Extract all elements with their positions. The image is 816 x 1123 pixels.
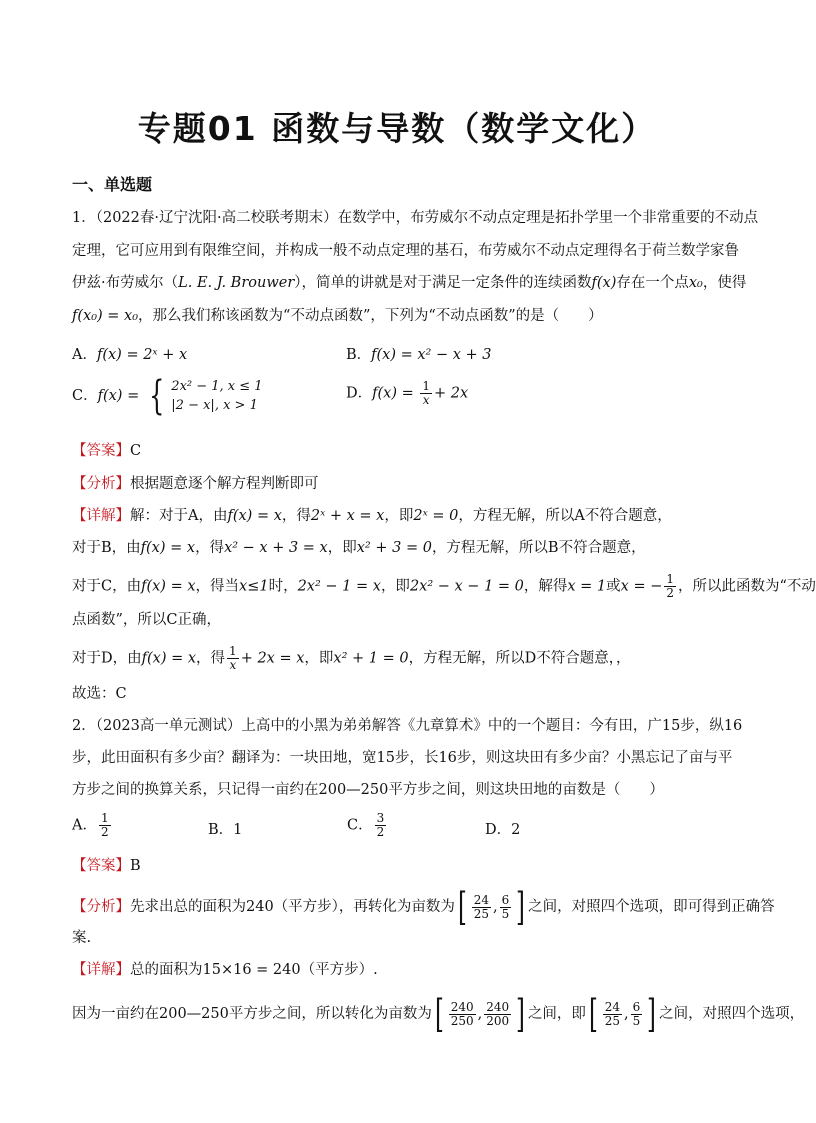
text: 对于B，由 bbox=[72, 540, 141, 556]
text: 总的面积为 bbox=[130, 962, 203, 978]
option-label: A． bbox=[72, 347, 97, 363]
text: ，使得 bbox=[702, 275, 747, 291]
option-value: 2 bbox=[511, 822, 521, 838]
q1-detail-line-4: 点函数”，所以C正确， bbox=[72, 612, 222, 628]
denominator: 200 bbox=[486, 1013, 510, 1028]
math: 2ˣ = 0 bbox=[413, 508, 459, 524]
answer-value: B bbox=[130, 858, 141, 874]
text: ，即 bbox=[384, 508, 414, 524]
numerator: 1 bbox=[229, 644, 237, 658]
option-math: f(x) = x² − x + 3 bbox=[371, 347, 492, 363]
denominator: 5 bbox=[632, 1013, 641, 1028]
option-label: B． bbox=[208, 822, 234, 838]
text: 对于C，由 bbox=[72, 578, 142, 595]
answer-tag: 【答案】 bbox=[72, 443, 130, 459]
q1-detail-line-3 bbox=[72, 573, 816, 600]
numerator: 1 bbox=[100, 811, 109, 825]
denominator: 2 bbox=[666, 586, 675, 600]
page-title: 专题01 函数与导数（数学文化） bbox=[137, 109, 657, 148]
interval: [ $\frac{24}{25}$ , $\frac{6}{5}$ ] bbox=[457, 885, 526, 929]
q1-analysis bbox=[72, 473, 319, 495]
math: f(x) = x bbox=[141, 578, 196, 595]
text: 之间，即 bbox=[527, 1006, 586, 1022]
text: 解：对于A，由 bbox=[130, 508, 228, 524]
numerator: 24 bbox=[604, 999, 621, 1014]
math: x² + 1 = 0 bbox=[333, 650, 409, 667]
denominator: 25 bbox=[473, 906, 490, 921]
brace-symbol: { bbox=[148, 373, 165, 419]
author-name: L. E. J. Brouwer bbox=[178, 275, 295, 291]
fraction bbox=[603, 1001, 622, 1028]
text: ，所以此函数为“不动 bbox=[678, 578, 816, 595]
denominator: 5 bbox=[501, 906, 510, 921]
fraction bbox=[227, 645, 239, 672]
q1-stem-line-2: 定理，它可应用到有限维空间，并构成一般不动点定理的基石，布劳威尔不动点定理得名于荷兰数学家鲁 bbox=[72, 243, 739, 259]
text: 因为一亩约在200—250平方步之间，所以转化为亩数为 bbox=[72, 1006, 432, 1022]
text: 之间，对照四个选项，即可得到正确答 bbox=[528, 899, 775, 915]
q2-stem-line-1: 2．（2023高一单元测试）上高中的小黑为弟弟解答《九章算术》中的一个题目：今有田，广15步，纵16 bbox=[72, 718, 743, 734]
denominator: 2 bbox=[100, 825, 109, 839]
text: ，得 bbox=[281, 508, 311, 524]
fraction bbox=[420, 380, 432, 407]
q2-option-c bbox=[347, 812, 388, 839]
fraction bbox=[484, 1001, 511, 1028]
option-math: f(x) = bbox=[97, 388, 140, 404]
section-heading: 一、单选题 bbox=[72, 175, 153, 194]
text: ，即 bbox=[304, 650, 334, 667]
text: ，方程无解，所以A不符合题意， bbox=[458, 508, 672, 524]
option-math: f(x) = 2ˣ + x bbox=[96, 347, 188, 363]
math: x≤1 bbox=[239, 578, 269, 595]
text: ，即 bbox=[327, 540, 357, 556]
analysis-tag: 【分析】 bbox=[72, 476, 130, 492]
q1-choose: 故选：C bbox=[72, 686, 127, 702]
text: ，得 bbox=[195, 540, 225, 556]
fraction bbox=[99, 812, 111, 839]
q2-analysis-line-1 bbox=[72, 885, 775, 929]
text: ，得当 bbox=[195, 578, 240, 595]
interval: [ $\frac{240}{250}$ , $\frac{240}{200}$ ] bbox=[434, 992, 525, 1036]
numerator: 240 bbox=[450, 999, 474, 1014]
q1-answer bbox=[72, 440, 141, 462]
q1-option-a bbox=[72, 343, 187, 364]
math: 15×16 = 240 bbox=[202, 962, 301, 978]
q1-detail-line-1 bbox=[72, 505, 672, 527]
denominator: x bbox=[422, 393, 430, 407]
q2-detail-line-2 bbox=[72, 992, 805, 1036]
q1-stem-line-3 bbox=[72, 272, 746, 294]
q1-option-c bbox=[72, 373, 263, 419]
option-label: D． bbox=[346, 385, 373, 402]
numerator: 6 bbox=[501, 892, 510, 907]
answer-tag: 【答案】 bbox=[72, 858, 130, 874]
q1-option-d bbox=[346, 380, 468, 407]
math: x₀ bbox=[688, 275, 703, 291]
fraction bbox=[472, 894, 491, 921]
detail-tag: 【详解】 bbox=[72, 962, 130, 978]
text: ），简单的讲就是对于满足一定条件的连续函数 bbox=[294, 275, 592, 291]
option-label: C． bbox=[72, 388, 98, 404]
answer-value: C bbox=[130, 443, 142, 459]
q1-stem-line-1: 1．（2022春·辽宁沈阳·高二校联考期末）在数学中，布劳威尔不动点定理是拓扑学里一个非常重要的不动点 bbox=[72, 210, 759, 226]
math: 2ˣ + x = x bbox=[310, 508, 385, 524]
numerator: 6 bbox=[632, 999, 641, 1014]
piece-row-1: 2x² − 1, x ≤ 1 bbox=[171, 379, 263, 394]
math: x = 1 bbox=[567, 578, 607, 595]
math: f(x) bbox=[591, 275, 617, 291]
detail-tag: 【详解】 bbox=[72, 508, 130, 524]
fraction bbox=[375, 812, 387, 839]
math: + 2x = x bbox=[240, 650, 305, 667]
text: ，得 bbox=[196, 650, 226, 667]
analysis-text: 根据题意逐个解方程判断即可 bbox=[130, 476, 319, 492]
option-label: B． bbox=[346, 347, 372, 363]
text: （平方步）. bbox=[300, 962, 378, 978]
q1-detail-line-5 bbox=[72, 645, 630, 672]
text: ，解得 bbox=[523, 578, 568, 595]
option-math: + 2x bbox=[434, 385, 469, 402]
text: ，即 bbox=[380, 578, 410, 595]
analysis-tag: 【分析】 bbox=[72, 899, 130, 915]
numerator: 3 bbox=[376, 811, 385, 825]
denominator: 2 bbox=[376, 825, 385, 839]
denominator: 25 bbox=[604, 1013, 621, 1028]
text: 之间，对照四个选项， bbox=[659, 1006, 805, 1022]
piece-row-2: |2 − x|, x > 1 bbox=[171, 398, 258, 413]
q2-analysis-line-2: 案. bbox=[72, 930, 92, 946]
option-label: A． bbox=[72, 817, 97, 834]
math: f(x) = x bbox=[227, 508, 282, 524]
q2-option-d bbox=[485, 818, 520, 839]
q2-answer bbox=[72, 855, 141, 877]
text: 对于D，由 bbox=[72, 650, 142, 667]
q1-detail-line-2 bbox=[72, 537, 646, 559]
math: x = − bbox=[620, 578, 663, 595]
option-value: 1 bbox=[233, 822, 243, 838]
numerator: 24 bbox=[473, 892, 490, 907]
fraction bbox=[449, 1001, 476, 1028]
numerator: 240 bbox=[486, 999, 510, 1014]
q2-stem-line-2: 步，此田面积有多少亩？翻译为：一块田地，宽15步，长16步，则这块田有多少亩？小黑忘记了亩与平 bbox=[72, 750, 733, 766]
fraction bbox=[664, 573, 676, 600]
q2-option-a bbox=[72, 812, 113, 839]
text: ，方程无解，所以B不符合题意， bbox=[431, 540, 646, 556]
option-label: D． bbox=[485, 822, 512, 838]
text: 时， bbox=[268, 578, 298, 595]
math: 2x² − x − 1 = 0 bbox=[409, 578, 524, 595]
numerator: 1 bbox=[422, 379, 431, 393]
numerator: 1 bbox=[666, 572, 675, 586]
q2-option-b bbox=[208, 818, 242, 839]
q1-option-b bbox=[346, 343, 492, 364]
fraction bbox=[631, 1001, 643, 1028]
option-math: f(x) = bbox=[372, 385, 414, 402]
fraction bbox=[500, 894, 512, 921]
q1-stem-line-4 bbox=[72, 305, 603, 327]
math: 2x² − 1 = x bbox=[297, 578, 381, 595]
math: f(x) = x bbox=[141, 650, 197, 667]
denominator: x bbox=[229, 658, 237, 672]
text: 存在一个点 bbox=[616, 275, 689, 291]
math: x² + 3 = 0 bbox=[356, 540, 432, 556]
q2-detail-line-1 bbox=[72, 959, 378, 981]
text: ，方程无解，所以D不符合题意，， bbox=[408, 650, 631, 667]
text: 先求出总的面积为240（平方步），再转化为亩数为 bbox=[130, 899, 455, 915]
interval: [ $\frac{24}{25}$ , $\frac{6}{5}$ ] bbox=[588, 992, 657, 1036]
math: x² − x + 3 = x bbox=[224, 540, 328, 556]
q2-stem-line-3: 方步之间的换算关系，只记得一亩约在200—250平方步之间，则这块田地的亩数是（ ） bbox=[72, 782, 664, 798]
text: ，那么我们称该函数为“不动点函数”，下列为“不动点函数”的是（ ） bbox=[138, 308, 603, 324]
math: f(x) = x bbox=[140, 540, 196, 556]
option-label: C． bbox=[347, 817, 373, 834]
denominator: 250 bbox=[450, 1013, 474, 1028]
text: 伊兹·布劳威尔（ bbox=[72, 275, 179, 291]
text: 或 bbox=[606, 578, 621, 595]
math: f(x₀) = x₀ bbox=[72, 308, 139, 324]
piecewise-function bbox=[144, 373, 263, 419]
